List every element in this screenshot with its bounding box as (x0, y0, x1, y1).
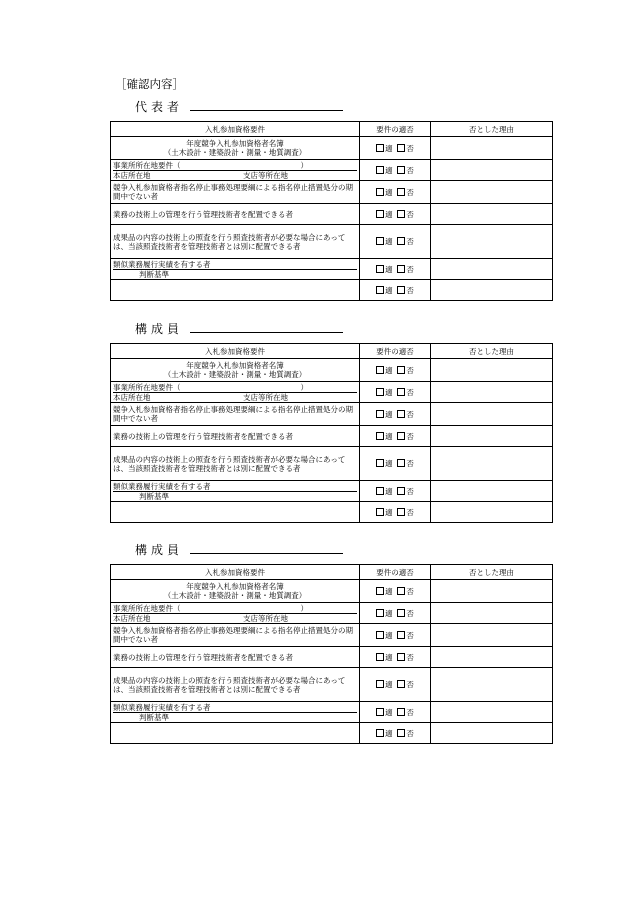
checkbox-ok[interactable] (376, 653, 393, 662)
option-label: 否 (406, 507, 414, 517)
table-row (111, 280, 553, 301)
reason-cell[interactable] (431, 359, 553, 382)
checkbox-ok[interactable] (376, 508, 393, 517)
checkbox-icon (376, 459, 384, 467)
table-row (111, 647, 553, 668)
checkbox-ng[interactable] (397, 631, 414, 640)
checkbox-ok[interactable] (376, 729, 393, 738)
checkbox-icon (397, 388, 405, 396)
name-underline[interactable] (190, 332, 343, 333)
requirement-text: 事業所所在地要件（ (113, 160, 181, 170)
reason-cell[interactable] (431, 481, 553, 502)
section-label: 代表者 (135, 100, 184, 114)
table-row (111, 624, 553, 647)
compliance-cell (360, 160, 431, 181)
option-label: 適 (385, 707, 393, 717)
reason-cell[interactable] (431, 447, 553, 481)
checkbox-ok[interactable] (376, 708, 393, 717)
name-underline[interactable] (190, 110, 343, 111)
checkbox-icon (376, 366, 384, 374)
checkbox-icon (397, 680, 405, 688)
requirement-cell[interactable] (111, 723, 360, 744)
option-label: 否 (406, 409, 414, 419)
checkbox-ng[interactable] (397, 708, 414, 717)
requirement-cell (111, 137, 360, 160)
checkbox-ok[interactable] (376, 487, 393, 496)
location-line (113, 393, 357, 402)
checkbox-ok[interactable] (376, 680, 393, 689)
requirement-cell (111, 259, 360, 280)
option-label: 否 (406, 431, 414, 441)
reason-cell[interactable] (431, 723, 553, 744)
checkbox-icon (376, 388, 384, 396)
table-row (111, 502, 553, 523)
checkbox-icon (376, 680, 384, 688)
checkbox-icon (376, 587, 384, 595)
compliance-cell (360, 447, 431, 481)
checkbox-ng[interactable] (397, 286, 414, 295)
checkbox-icon (397, 210, 405, 218)
page-heading: ［確認内容］ (115, 77, 184, 91)
compliance-cell (360, 647, 431, 668)
table-row (111, 403, 553, 426)
checkbox-icon (376, 729, 384, 737)
requirement-text: 判断基準 (139, 269, 169, 279)
option-label: 否 (406, 630, 414, 640)
option-label: 適 (385, 507, 393, 517)
requirement-cell (111, 382, 360, 403)
header-requirement: 入札参加資格要件 (111, 344, 360, 359)
header-compliance: 要件の適否 (360, 565, 431, 580)
table-row (111, 181, 553, 204)
requirement-cell (111, 603, 360, 624)
option-label: 適 (385, 365, 393, 375)
checkbox-icon (397, 587, 405, 595)
table-row (111, 160, 553, 181)
table-row (111, 259, 553, 280)
checkbox-ok[interactable] (376, 237, 393, 246)
requirement-text: 支店等所在地 (243, 392, 288, 402)
option-label: 否 (406, 285, 414, 295)
checkbox-ok[interactable] (376, 459, 393, 468)
compliance-cell (360, 426, 431, 447)
checkbox-icon (397, 237, 405, 245)
table-row (111, 603, 553, 624)
checkbox-ng[interactable] (397, 237, 414, 246)
requirement-cell (111, 481, 360, 502)
checkbox-icon (397, 609, 405, 617)
table-row (111, 359, 553, 382)
requirement-cell (111, 160, 360, 181)
option-label: 否 (406, 165, 414, 175)
checkbox-ng[interactable] (397, 188, 414, 197)
option-label: 適 (385, 387, 393, 397)
checkbox-ng[interactable] (397, 680, 414, 689)
requirement-cell (111, 580, 360, 603)
checkbox-icon (376, 144, 384, 152)
checkbox-icon (397, 188, 405, 196)
location-requirement-line (113, 161, 357, 171)
requirements-table (110, 121, 553, 301)
location-line (113, 171, 357, 180)
reason-cell[interactable] (431, 624, 553, 647)
reason-cell[interactable] (431, 702, 553, 723)
table-header-row (111, 344, 553, 359)
checkbox-icon (376, 487, 384, 495)
requirement-text: 判断基準 (139, 491, 169, 501)
checkbox-ng[interactable] (397, 265, 414, 274)
option-label: 適 (385, 143, 393, 153)
checkbox-ok[interactable] (376, 410, 393, 419)
option-label: 否 (406, 608, 414, 618)
compliance-cell (360, 603, 431, 624)
checkbox-icon (397, 708, 405, 716)
checkbox-icon (397, 144, 405, 152)
checkbox-icon (397, 432, 405, 440)
reason-cell[interactable] (431, 225, 553, 259)
checkbox-icon (397, 508, 405, 516)
table-row (111, 702, 553, 723)
requirement-cell[interactable] (111, 502, 360, 523)
requirement-cell[interactable] (111, 280, 360, 301)
reason-cell[interactable] (431, 426, 553, 447)
requirement-text: （土木設計・建築設計・測量・地質調査） (163, 370, 307, 379)
option-label: 否 (406, 237, 414, 246)
requirement-text: 事業所所在地要件（ (113, 603, 181, 613)
checkbox-icon (376, 631, 384, 639)
requirement-text: 年度競争入札参加資格者名簿 (186, 139, 284, 148)
checkbox-icon (376, 265, 384, 273)
table-row (111, 426, 553, 447)
compliance-cell (360, 668, 431, 702)
requirement-text: （土木設計・建築設計・測量・地質調査） (163, 148, 307, 157)
requirement-text: 支店等所在地 (243, 170, 288, 180)
requirement-cell: 成果品の内容の技術上の照査を行う照査技術者が必要な場合にあっては、当該照査技術者を管理技術者とは別に配置できる者 (111, 447, 360, 481)
reason-cell[interactable] (431, 181, 553, 204)
compliance-cell (360, 225, 431, 259)
requirement-cell: 成果品の内容の技術上の照査を行う照査技術者が必要な場合にあっては、当該照査技術者を管理技術者とは別に配置できる者 (111, 668, 360, 702)
option-label: 否 (406, 586, 414, 596)
requirement-text: 本店所在地 (113, 392, 151, 402)
checkbox-ok[interactable] (376, 587, 393, 596)
checkbox-icon (397, 286, 405, 294)
checkbox-ng[interactable] (397, 388, 414, 397)
requirement-text: 本店所在地 (113, 613, 151, 623)
compliance-cell (360, 624, 431, 647)
checkbox-ok[interactable] (376, 366, 393, 375)
requirement-cell: 業務の技術上の管理を行う管理技術者を配置できる者 (111, 426, 360, 447)
checkbox-icon (397, 459, 405, 467)
compliance-cell (360, 723, 431, 744)
requirement-text: 事業所所在地要件（ (113, 382, 181, 392)
option-label: 適 (385, 187, 393, 197)
checkbox-ok[interactable] (376, 265, 393, 274)
header-requirement: 入札参加資格要件 (111, 565, 360, 580)
checkbox-icon (397, 653, 405, 661)
checkbox-icon (376, 188, 384, 196)
checkbox-icon (376, 432, 384, 440)
requirement-cell (111, 359, 360, 382)
option-label: 否 (406, 652, 414, 662)
reason-cell[interactable] (431, 580, 553, 603)
checkbox-ok[interactable] (376, 144, 393, 153)
location-line (113, 614, 357, 623)
option-label: 適 (385, 652, 393, 662)
requirement-cell: 競争入札参加資格者指名停止事務処理要綱による指名停止措置処分の期間中でない者 (111, 181, 360, 204)
checkbox-icon (376, 653, 384, 661)
checkbox-icon (397, 631, 405, 639)
option-label: 適 (385, 264, 393, 274)
option-label: 否 (406, 365, 414, 375)
checkbox-icon (397, 410, 405, 418)
compliance-cell (360, 359, 431, 382)
requirement-text: ） (300, 603, 308, 613)
requirement-text: 判断基準 (139, 712, 169, 722)
requirement-text: 類似業務履行実績を有する者 (113, 260, 357, 270)
option-label: 適 (385, 630, 393, 640)
table-row (111, 137, 553, 160)
checkbox-ng[interactable] (397, 653, 414, 662)
checkbox-ok[interactable] (376, 432, 393, 441)
table-row (111, 447, 553, 481)
table-row (111, 723, 553, 744)
option-label: 否 (406, 728, 414, 738)
option-label: 適 (385, 165, 393, 175)
table-row (111, 580, 553, 603)
checkbox-ng[interactable] (397, 144, 414, 153)
requirements-table (110, 343, 553, 523)
header-requirement: 入札参加資格要件 (111, 122, 360, 137)
header-compliance: 要件の適否 (360, 344, 431, 359)
option-label: 適 (385, 409, 393, 419)
reason-cell[interactable] (431, 160, 553, 181)
checkbox-icon (376, 708, 384, 716)
table-header-row (111, 565, 553, 580)
checkbox-ng[interactable] (397, 432, 414, 441)
table-row (111, 225, 553, 259)
checkbox-ok[interactable] (376, 388, 393, 397)
requirement-text: （土木設計・建築設計・測量・地質調査） (163, 591, 307, 600)
checkbox-ok[interactable] (376, 188, 393, 197)
reason-cell[interactable] (431, 259, 553, 280)
table-row (111, 481, 553, 502)
option-label: 否 (406, 143, 414, 153)
compliance-cell (360, 502, 431, 523)
requirement-text: ） (300, 382, 308, 392)
option-label: 適 (385, 209, 393, 219)
option-label: 否 (406, 707, 414, 717)
header-compliance: 要件の適否 (360, 122, 431, 137)
table-header-row (111, 122, 553, 137)
checkbox-ok[interactable] (376, 286, 393, 295)
checkbox-ng[interactable] (397, 166, 414, 175)
compliance-cell (360, 181, 431, 204)
location-requirement-line (113, 604, 357, 614)
checkbox-icon (376, 210, 384, 218)
checkbox-ok[interactable] (376, 210, 393, 219)
reason-cell[interactable] (431, 403, 553, 426)
option-label: 適 (385, 586, 393, 596)
checkbox-icon (376, 166, 384, 174)
option-label: 否 (406, 187, 414, 197)
checkbox-icon (397, 729, 405, 737)
requirement-cell: 業務の技術上の管理を行う管理技術者を配置できる者 (111, 647, 360, 668)
checkbox-ng[interactable] (397, 366, 414, 375)
checkbox-ok[interactable] (376, 631, 393, 640)
header-reason: 否とした理由 (431, 344, 553, 359)
checkbox-ng[interactable] (397, 487, 414, 496)
compliance-cell (360, 204, 431, 225)
checkbox-ng[interactable] (397, 410, 414, 419)
reason-cell[interactable] (431, 382, 553, 403)
compliance-cell (360, 702, 431, 723)
option-label: 否 (406, 387, 414, 397)
checkbox-ng[interactable] (397, 587, 414, 596)
checkbox-ng[interactable] (397, 459, 414, 468)
requirement-text: 類似業務履行実績を有する者 (113, 703, 357, 713)
option-label: 適 (385, 608, 393, 618)
table-row (111, 668, 553, 702)
option-label: 否 (406, 209, 414, 219)
option-label: 適 (385, 728, 393, 738)
compliance-cell (360, 481, 431, 502)
option-label: 適 (385, 486, 393, 496)
checkbox-icon (397, 166, 405, 174)
requirement-cell (111, 702, 360, 723)
compliance-cell (360, 280, 431, 301)
requirement-text: 支店等所在地 (243, 613, 288, 623)
checkbox-icon (397, 366, 405, 374)
checkbox-ok[interactable] (376, 166, 393, 175)
header-reason: 否とした理由 (431, 565, 553, 580)
checkbox-ng[interactable] (397, 609, 414, 618)
option-label: 適 (385, 680, 393, 689)
reason-cell[interactable] (431, 280, 553, 301)
table-row (111, 204, 553, 225)
location-requirement-line (113, 383, 357, 393)
checkbox-icon (376, 508, 384, 516)
requirement-cell: 業務の技術上の管理を行う管理技術者を配置できる者 (111, 204, 360, 225)
checkbox-icon (376, 410, 384, 418)
reason-cell[interactable] (431, 137, 553, 160)
checkbox-ng[interactable] (397, 508, 414, 517)
reason-cell[interactable] (431, 647, 553, 668)
table-row (111, 382, 553, 403)
compliance-cell (360, 259, 431, 280)
reason-cell[interactable] (431, 668, 553, 702)
compliance-cell (360, 382, 431, 403)
checkbox-icon (397, 487, 405, 495)
checkbox-icon (376, 237, 384, 245)
checkbox-ng[interactable] (397, 729, 414, 738)
requirement-text: 本店所在地 (113, 170, 151, 180)
option-label: 適 (385, 237, 393, 246)
requirement-text: ） (300, 160, 308, 170)
option-label: 否 (406, 459, 414, 468)
reason-cell[interactable] (431, 603, 553, 624)
option-label: 適 (385, 285, 393, 295)
requirement-cell: 成果品の内容の技術上の照査を行う照査技術者が必要な場合にあっては、当該照査技術者を管理技術者とは別に配置できる者 (111, 225, 360, 259)
checkbox-ng[interactable] (397, 210, 414, 219)
section-label: 構成員 (135, 543, 184, 557)
compliance-cell (360, 403, 431, 426)
checkbox-icon (376, 609, 384, 617)
requirement-text: 類似業務履行実績を有する者 (113, 482, 357, 492)
compliance-cell (360, 137, 431, 160)
checkbox-ok[interactable] (376, 609, 393, 618)
header-reason: 否とした理由 (431, 122, 553, 137)
reason-cell[interactable] (431, 204, 553, 225)
requirement-text: 年度競争入札参加資格者名簿 (186, 582, 284, 591)
checkbox-icon (397, 265, 405, 273)
reason-cell[interactable] (431, 502, 553, 523)
section-label: 構成員 (135, 322, 184, 336)
requirement-cell: 競争入札参加資格者指名停止事務処理要綱による指名停止措置処分の期間中でない者 (111, 403, 360, 426)
option-label: 否 (406, 264, 414, 274)
checkbox-icon (376, 286, 384, 294)
name-underline[interactable] (190, 553, 343, 554)
requirements-table (110, 564, 553, 744)
requirement-text: 年度競争入札参加資格者名簿 (186, 361, 284, 370)
option-label: 適 (385, 459, 393, 468)
option-label: 適 (385, 431, 393, 441)
requirement-cell: 競争入札参加資格者指名停止事務処理要綱による指名停止措置処分の期間中でない者 (111, 624, 360, 647)
option-label: 否 (406, 680, 414, 689)
option-label: 否 (406, 486, 414, 496)
compliance-cell (360, 580, 431, 603)
